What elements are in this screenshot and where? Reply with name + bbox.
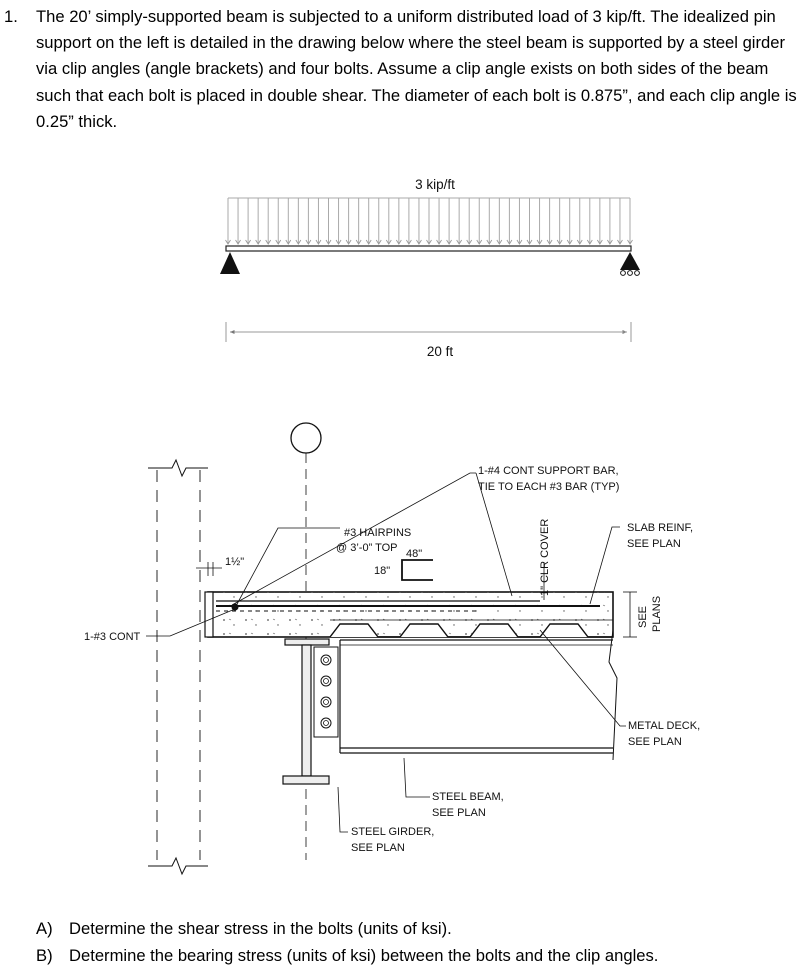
- break-line-bottom: [148, 858, 208, 874]
- roller-wheel: [621, 271, 626, 276]
- edge-form: [205, 592, 213, 637]
- see-plans-label: SEE: [637, 605, 649, 628]
- slab-reinf-label: SEE PLAN: [627, 538, 681, 550]
- load-label: 3 kip/ft: [415, 177, 455, 192]
- slab-reinf-label: SLAB REINF,: [627, 522, 694, 534]
- cont-support-bar-label: 1-#4 CONT SUPPORT BAR,: [478, 465, 619, 477]
- pin-support-left: [220, 252, 240, 274]
- hairpins-label: #3 HAIRPINS: [344, 527, 412, 539]
- clr-cover-label: 1" CLR COVER: [539, 518, 551, 596]
- roller-wheel: [628, 271, 633, 276]
- question-label: B): [36, 946, 53, 965]
- grid-bubble: [291, 423, 321, 453]
- steel-beam-label: STEEL BEAM,: [432, 791, 504, 803]
- cont-support-bar-label: TIE TO EACH #3 BAR (TYP): [478, 481, 620, 493]
- span-dimension: [226, 322, 631, 342]
- metal-deck-label: SEE PLAN: [628, 736, 682, 748]
- beam-diagram: [220, 177, 640, 359]
- detail-labels: [84, 465, 700, 854]
- girder-bottom-flange: [283, 776, 329, 784]
- question-text: Determine the shear stress in the bolts (units of ksi).: [69, 919, 452, 938]
- girder-web: [302, 645, 311, 776]
- see-plans-label: PLANS: [651, 595, 663, 632]
- span-label: 20 ft: [426, 344, 454, 359]
- steel-girder-label: STEEL GIRDER,: [351, 826, 435, 838]
- beam: [226, 246, 631, 251]
- question-text: Determine the bearing stress (units of ksi) between the bolts and the clip angles.: [69, 946, 659, 965]
- hairpins-spacing-label: @ 3’-0” TOP: [336, 542, 398, 554]
- problem-number: 1.: [4, 7, 18, 26]
- girder-top-flange: [285, 639, 329, 645]
- question-label: A): [36, 919, 53, 938]
- dim-48-label: 48": [406, 548, 423, 560]
- dim-half-label: 1½": [225, 556, 245, 568]
- metal-deck-label: METAL DECK,: [628, 720, 701, 732]
- roller-support-right: [620, 252, 640, 270]
- beam-break-line: [609, 630, 617, 760]
- roller-wheel: [635, 271, 640, 276]
- problem-text: The 20’ simply-supported beam is subjected to a uniform distributed load of 3 kip/ft. The idealized pin support on the left is detailed in the drawing below where the steel beam is supported by a steel girder via clip angles (angle brackets) and four bolts. Assume a clip angle exists on both sides of the beam such that each bolt is placed in double shear. The diameter of each bolt is 0.875”, and each clip angle is 0.25” thick.: [36, 7, 797, 131]
- distributed-load: [226, 198, 633, 244]
- steel-girder-label: SEE PLAN: [351, 842, 405, 854]
- clip-angle: [314, 647, 338, 737]
- dim-18-label: 18": [374, 565, 391, 577]
- hairpin-symbol: [402, 560, 433, 580]
- cont-bar-label: 1-#3 CONT: [84, 631, 141, 643]
- steel-beam-label: SEE PLAN: [432, 807, 486, 819]
